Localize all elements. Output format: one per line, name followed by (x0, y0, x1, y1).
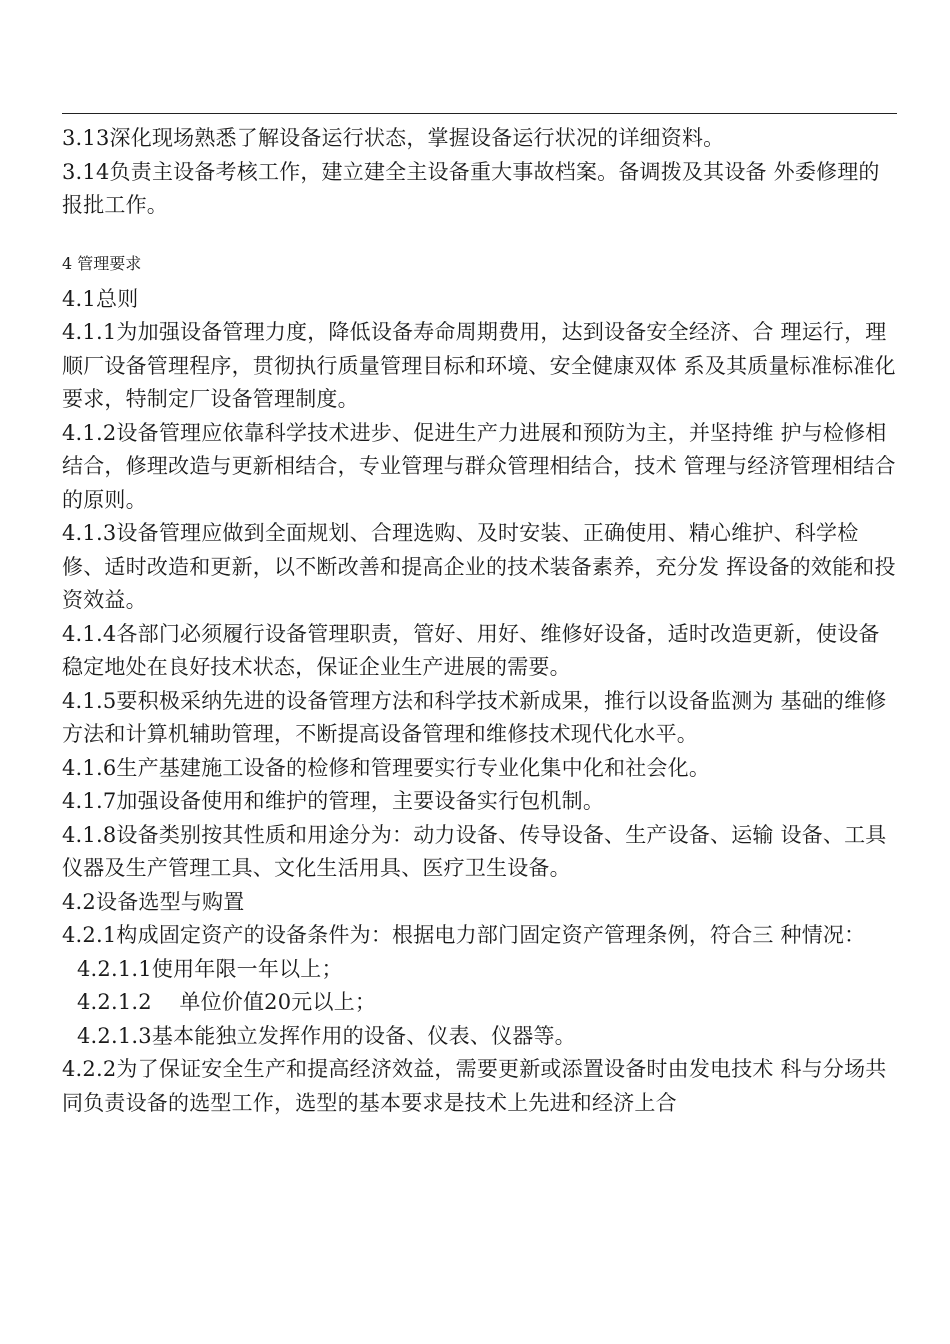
document-body (62, 122, 897, 1120)
paragraph-3-13: 3.13深化现场熟悉了解设备运行状态，掌握设备运行状况的详细资料。 (62, 126, 725, 150)
paragraph-4-2-1-1: 4.2.1.1使用年限一年以上； (77, 956, 343, 981)
paragraph-4-1-7: 4.1.7加强设备使用和维护的管理，主要设备实行包机制。 (62, 789, 605, 813)
header-rule (62, 113, 897, 114)
paragraph-4-2-1-2: 4.2.1.2 单位价值20元以上； (77, 990, 377, 1014)
paragraph-4-2-1: 4.2.1构成固定资产的设备条件为：根据电力部门固定资产管理条例，符合三 种情况： (62, 923, 866, 947)
section-heading: 4 管理要求 (62, 253, 142, 273)
paragraph-4-2: 4.2设备选型与购置 (62, 889, 245, 914)
paragraph-4-2-1-3: 4.2.1.3基本能独立发挥作用的设备、仪表、仪器等。 (77, 1023, 576, 1048)
paragraph-4-2-2: 4.2.2为了保证安全生产和提高经济效益，需要更新或添置设备时由发电技术 科与分场共同负责设备的选型工作，选型的基本要求是技术上先进和经济上合 (62, 1057, 887, 1115)
paragraph-4-1-1: 4.1.1为加强设备管理力度，降低设备寿命周期费用，达到设备安全经济、合 理运行，理顺厂设备管理程序，贯彻执行质量管理目标和环境、安全健康双体 系及其质量标准标准化要求，特制定厂设备管理制度。 (62, 320, 896, 411)
paragraph-4-1-3: 4.1.3设备管理应做到全面规划、合理选购、及时安装、正确使用、精心维护、科学检修、适时改造和更新，以不断改善和提高企业的技术装备素养，充分发 挥设备的效能和投资效益。 (62, 521, 896, 612)
paragraph-4-1-6: 4.1.6生产基建施工设备的检修和管理要实行专业化集中化和社会化。 (62, 755, 711, 780)
paragraph-3-14: 3.14负责主设备考核工作，建立建全主设备重大事故档案。备调拨及其设备 外委修理的报批工作。 (62, 159, 880, 217)
paragraph-4-1: 4.1总则 (62, 286, 139, 311)
paragraph-4-1-5: 4.1.5要积极采纳先进的设备管理方法和科学技术新成果，推行以设备监测为 基础的维修方法和计算机辅助管理，不断提高设备管理和维修技术现代化水平。 (62, 688, 887, 746)
paragraph-4-1-8: 4.1.8设备类别按其性质和用途分为：动力设备、传导设备、生产设备、运输 设备、工具仪器及生产管理工具、文化生活用具、医疗卫生设备。 (62, 822, 887, 880)
paragraph-4-1-2: 4.1.2设备管理应依靠科学技术进步、促进生产力进展和预防为主，并坚持维 护与检修相结合，修理改造与更新相结合，专业管理与群众管理相结合，技术 管理与经济管理相结合的原则。 (62, 420, 896, 512)
paragraph-4-1-4: 4.1.4各部门必须履行设备管理职责，管好、用好、维修好设备，适时改造更新，使设备稳定地处在良好技术状态，保证企业生产进展的需要。 (62, 621, 880, 679)
